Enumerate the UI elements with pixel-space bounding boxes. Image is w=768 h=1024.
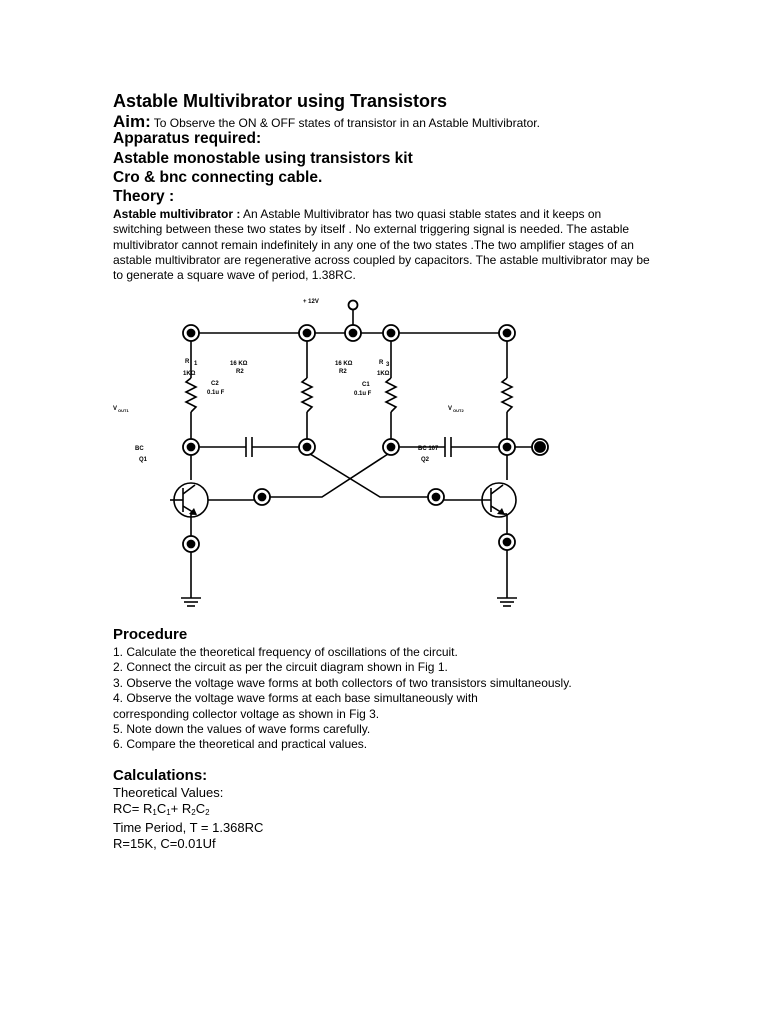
theory-term: Astable multivibrator :: [113, 207, 241, 221]
aim-text: To Observe the ON & OFF states of transistor in an Astable Multivibrator.: [153, 116, 540, 130]
r2-right-value: 16 KΩ: [335, 361, 353, 367]
circuit-diagram: [110, 292, 550, 610]
r2-left-name: R2: [236, 369, 244, 375]
calc-line: R=15K, C=0.01Uf: [113, 835, 216, 851]
r1-sub: 1: [194, 361, 198, 367]
procedure-step: 2. Connect the circuit as per the circuit diagram shown in Fig 1.: [113, 660, 448, 675]
rc-sub: 1: [166, 807, 171, 817]
vout1-label: V: [113, 406, 118, 412]
r3-name: R: [379, 360, 384, 366]
rc-plus: + R: [170, 800, 192, 816]
procedure-step: 1. Calculate the theoretical frequency of oscillations of the circuit.: [113, 645, 458, 659]
procedure-step: 5. Note down the values of wave forms carefully.: [113, 722, 371, 737]
c2-name: C2: [211, 381, 219, 387]
r3-sub: 3: [386, 362, 390, 368]
calculations-heading: Calculations:: [113, 767, 208, 784]
c1-value: 0.1u F: [354, 391, 372, 397]
rc-c: C: [195, 800, 206, 816]
theory-heading: Theory :: [113, 188, 175, 205]
rc-c: C: [156, 800, 167, 816]
apparatus-item: Astable monostable using transistors kit: [113, 150, 413, 167]
r1-name: R: [185, 359, 190, 365]
vout2-sub: OUT2: [453, 408, 464, 413]
theory-paragraph: [113, 207, 653, 283]
calc-line: Time Period, T = 1.368RC: [113, 820, 264, 835]
r2-left-value: 16 KΩ: [230, 361, 248, 367]
r1-value: 1KΩ: [183, 371, 196, 377]
r2-right-name: R2: [339, 369, 347, 375]
theory-text: An Astable Multivibrator has two quasi stable states and it keeps on switching between these two states by itself . No external triggering signal is needed. The astable multivibrator cannot remain indefinitely in any one of the two states .The two amplifier stages of an astable multivibrator are regenerative across coupled by capacitors. The astable multivibrator may be to generate a square wave of period, 1.38RC.: [113, 207, 650, 283]
aim-label: Aim:: [113, 112, 151, 131]
apparatus-item: Cro & bnc connecting cable.: [113, 169, 323, 186]
c1-name: C1: [362, 382, 370, 388]
q2-name: Q2: [421, 457, 430, 463]
calculations-list: [113, 785, 263, 851]
procedure-heading: Procedure: [113, 626, 188, 643]
circuit-schematic: [110, 292, 550, 610]
rc-sub: 1: [152, 807, 157, 817]
rc-prefix: RC= R: [113, 800, 153, 816]
calc-line: Theoretical Values:: [113, 785, 224, 800]
aim-line: [113, 112, 540, 132]
procedure-step: corresponding collector voltage as shown in Fig 3.: [113, 706, 380, 721]
procedure-step: 3. Observe the voltage wave forms at both collectors of two transistors simultaneously.: [113, 675, 572, 690]
c2-value: 0.1u F: [207, 390, 225, 396]
procedure-step: 6. Compare the theoretical and practical values.: [113, 737, 368, 752]
rc-sub: 2: [191, 807, 196, 817]
page-title: Astable Multivibrator using Transistors: [113, 91, 448, 111]
rc-sub: 2: [205, 807, 210, 817]
q1-name: Q1: [139, 457, 148, 463]
apparatus-heading: Apparatus required:: [113, 130, 262, 147]
supply-label: + 12V: [303, 299, 319, 305]
r3-value: 1KΩ: [377, 371, 390, 377]
calc-rc-line: [113, 801, 263, 821]
q1-type: BC: [135, 446, 144, 452]
q2-type: BC 107: [418, 446, 439, 452]
vout1-sub: OUT1: [118, 408, 129, 413]
procedure-step: 4. Observe the voltage wave forms at each base simultaneously with: [113, 691, 478, 706]
vout2-label: V: [448, 406, 453, 412]
procedure-list: [113, 645, 572, 753]
